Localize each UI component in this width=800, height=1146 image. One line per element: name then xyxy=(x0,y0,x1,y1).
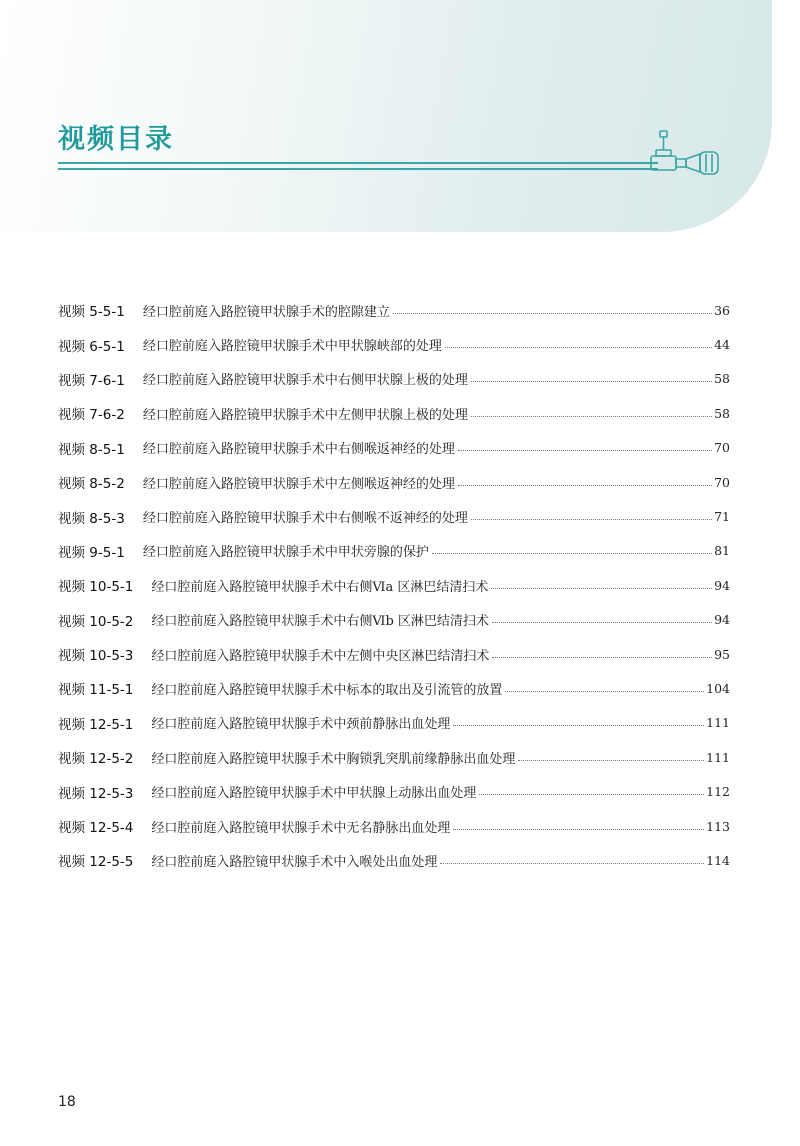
video-code: 视频 8-5-3 xyxy=(58,510,125,527)
video-title: 经口腔前庭入路腔镜甲状腺手术中左侧中央区淋巴结清扫术 xyxy=(151,648,490,664)
page-reference: 58 xyxy=(714,405,730,421)
video-code: 视频 12-5-4 xyxy=(58,820,134,837)
video-title: 经口腔前庭入路腔镜甲状腺手术中入喉处出血处理 xyxy=(151,854,438,870)
video-code: 视频 12-5-5 xyxy=(58,854,134,871)
page-reference: 70 xyxy=(714,440,730,456)
page-reference: 111 xyxy=(706,715,730,731)
video-title: 经口腔前庭入路腔镜甲状腺手术中颈前静脉出血处理 xyxy=(151,717,451,733)
toc-entry[interactable] xyxy=(58,603,730,637)
page-reference: 95 xyxy=(714,646,730,662)
video-code: 视频 9-5-1 xyxy=(58,544,125,561)
page-reference: 111 xyxy=(706,749,730,765)
video-title: 经口腔前庭入路腔镜甲状腺手术中胸锁乳突肌前缘静脉出血处理 xyxy=(151,751,516,767)
video-title: 经口腔前庭入路腔镜甲状腺手术中右侧Ⅵa 区淋巴结清扫术 xyxy=(151,579,489,595)
dot-leader xyxy=(445,347,712,348)
page-reference: 94 xyxy=(714,612,730,628)
video-title: 经口腔前庭入路腔镜甲状腺手术中右侧喉不返神经的处理 xyxy=(142,511,468,527)
video-title: 经口腔前庭入路腔镜甲状腺手术中甲状旁腺的保护 xyxy=(142,545,429,561)
dot-leader xyxy=(393,313,712,314)
page-reference: 71 xyxy=(714,509,730,525)
page-reference: 114 xyxy=(706,852,730,868)
video-title: 经口腔前庭入路腔镜甲状腺手术中右侧Ⅵb 区淋巴结清扫术 xyxy=(151,614,489,630)
toc-entry[interactable] xyxy=(58,809,730,843)
toc-entry[interactable] xyxy=(58,637,730,671)
toc-entry[interactable] xyxy=(58,740,730,774)
video-title: 经口腔前庭入路腔镜甲状腺手术中无名静脉出血处理 xyxy=(151,820,451,836)
toc-entry[interactable] xyxy=(58,671,730,705)
video-code: 视频 12-5-1 xyxy=(58,716,134,733)
page-reference: 44 xyxy=(714,337,730,353)
dot-leader xyxy=(471,381,712,382)
dot-leader xyxy=(453,829,704,830)
dot-leader xyxy=(471,519,712,520)
video-title: 经口腔前庭入路腔镜甲状腺手术的腔隙建立 xyxy=(142,304,390,320)
toc-entry[interactable] xyxy=(58,362,730,396)
toc-entry[interactable] xyxy=(58,327,730,361)
toc-entry[interactable] xyxy=(58,293,730,327)
dot-leader xyxy=(432,553,712,554)
video-title: 经口腔前庭入路腔镜甲状腺手术中左侧喉返神经的处理 xyxy=(142,476,455,492)
page-reference: 58 xyxy=(714,371,730,387)
video-title: 经口腔前庭入路腔镜甲状腺手术中左侧甲状腺上极的处理 xyxy=(142,407,468,423)
toc-entry[interactable] xyxy=(58,774,730,808)
title-rule-lower xyxy=(58,168,658,170)
toc-entry[interactable] xyxy=(58,499,730,533)
toc-entry[interactable] xyxy=(58,568,730,602)
toc-entry[interactable] xyxy=(58,465,730,499)
video-code: 视频 10-5-3 xyxy=(58,648,134,665)
video-code: 视频 6-5-1 xyxy=(58,338,125,355)
video-code: 视频 12-5-3 xyxy=(58,785,134,802)
video-code: 视频 8-5-2 xyxy=(58,476,125,493)
video-code: 视频 10-5-2 xyxy=(58,613,134,630)
toc-entry[interactable] xyxy=(58,534,730,568)
video-code: 视频 7-6-1 xyxy=(58,372,125,389)
endoscope-icon xyxy=(648,128,728,186)
video-code: 视频 11-5-1 xyxy=(58,682,134,699)
dot-leader xyxy=(471,416,712,417)
dot-leader xyxy=(453,725,704,726)
page-reference: 81 xyxy=(714,543,730,559)
dot-leader xyxy=(458,485,712,486)
video-code: 视频 8-5-1 xyxy=(58,441,125,458)
video-table-of-contents xyxy=(58,293,730,878)
video-title: 经口腔前庭入路腔镜甲状腺手术中右侧甲状腺上极的处理 xyxy=(142,373,468,389)
toc-entry[interactable] xyxy=(58,843,730,877)
dot-leader xyxy=(458,450,712,451)
toc-entry[interactable] xyxy=(58,396,730,430)
video-title: 经口腔前庭入路腔镜甲状腺手术中甲状腺峡部的处理 xyxy=(142,339,442,355)
title-rule-upper xyxy=(58,162,658,164)
video-title: 经口腔前庭入路腔镜甲状腺手术中右侧喉返神经的处理 xyxy=(142,442,455,458)
dot-leader xyxy=(440,863,704,864)
toc-entry[interactable] xyxy=(58,706,730,740)
header-band xyxy=(0,0,772,232)
dot-leader xyxy=(492,622,712,623)
page-reference: 112 xyxy=(706,784,730,800)
toc-entry[interactable] xyxy=(58,431,730,465)
page-reference: 94 xyxy=(714,577,730,593)
video-code: 视频 12-5-2 xyxy=(58,751,134,768)
page-reference: 113 xyxy=(706,818,730,834)
video-code: 视频 5-5-1 xyxy=(58,304,125,321)
video-title: 经口腔前庭入路腔镜甲状腺手术中甲状腺上动脉出血处理 xyxy=(151,786,477,802)
dot-leader xyxy=(518,760,704,761)
video-title: 经口腔前庭入路腔镜甲状腺手术中标本的取出及引流管的放置 xyxy=(151,682,503,698)
page-number: 18 xyxy=(58,1094,76,1110)
dot-leader xyxy=(492,657,712,658)
video-code: 视频 10-5-1 xyxy=(58,579,134,596)
dot-leader xyxy=(479,794,704,795)
page-reference: 104 xyxy=(706,680,730,696)
dot-leader xyxy=(491,588,712,589)
dot-leader xyxy=(505,691,704,692)
page-reference: 36 xyxy=(714,302,730,318)
page-reference: 70 xyxy=(714,474,730,490)
video-code: 视频 7-6-2 xyxy=(58,407,125,424)
page-title: 视频目录 xyxy=(58,124,174,155)
